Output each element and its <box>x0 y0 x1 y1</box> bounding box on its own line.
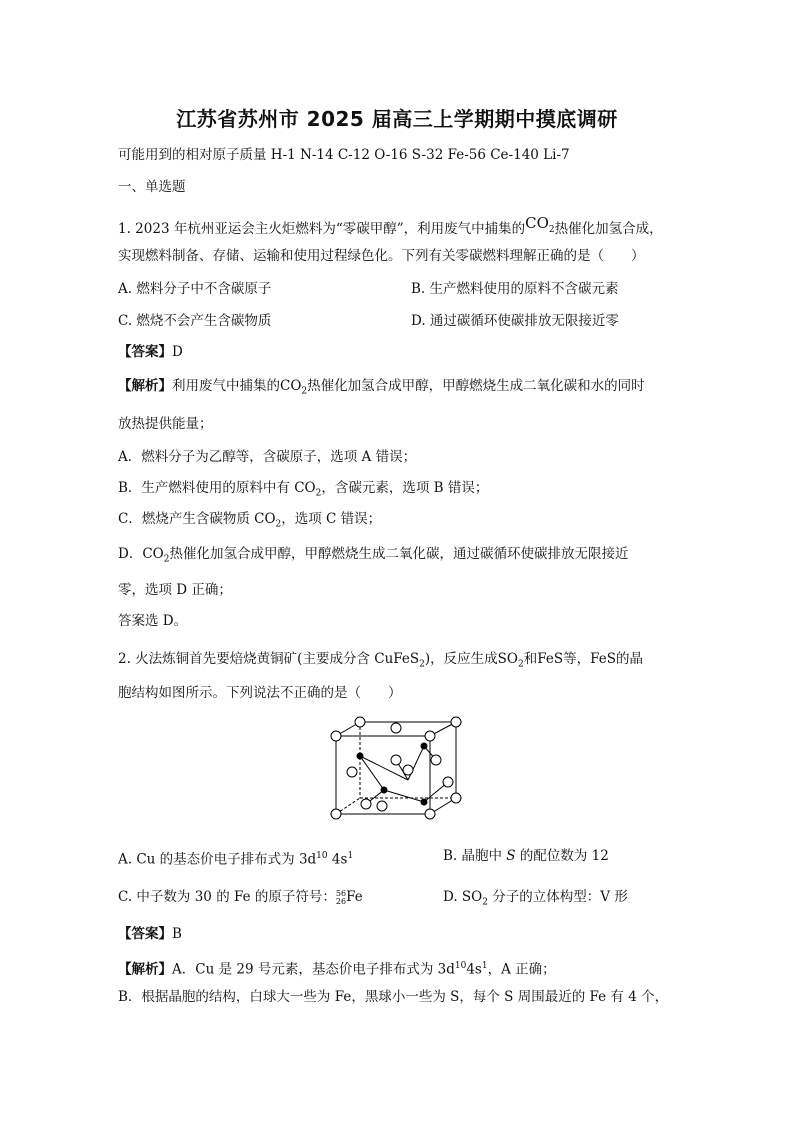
fe-atom <box>391 755 401 765</box>
q1-analysis-d-line2: 零，选项 D 正确； <box>118 582 232 598</box>
fe-atom <box>331 809 341 819</box>
q2-analysis-a-sup2: 1 <box>481 961 488 971</box>
q1-stem-line1 <box>118 214 663 244</box>
q2-stem-so2-sub: 2 <box>517 659 524 670</box>
q2-stem-text-c: 和 <box>523 651 538 667</box>
q2-option-d-text1: D. SO <box>443 889 483 905</box>
fe-atom <box>443 777 453 787</box>
q2-stem-text-d: 等， <box>563 651 591 667</box>
q1-analysis-text-a: 利用废气中捕集的 <box>172 378 280 394</box>
q1-analysis-text-b: 热催化加氢合成甲醇，甲醇燃烧生成二氧化碳和水的同时 <box>307 378 645 394</box>
q1-analysis-tag: 【解析】 <box>118 378 172 394</box>
q2-answer <box>118 925 182 943</box>
fe-atoms <box>331 717 461 819</box>
q1-analysis-c <box>118 510 381 534</box>
q1-answer-tag: 【答案】 <box>118 344 172 360</box>
q1-analysis-line1 <box>118 377 645 401</box>
q1-analysis-d-sub: 2 <box>163 554 170 565</box>
q1-analysis-c-text1: C．燃烧产生含碳物质 CO <box>118 511 276 527</box>
q2-option-c-element: Fe <box>346 889 363 905</box>
q1-option-d: D. 通过碳循环使碳排放无限接近零 <box>411 313 619 329</box>
q1-stem-co2-text: CO <box>525 214 549 232</box>
q2-option-b-s: S <box>506 848 516 864</box>
s-atom <box>421 799 428 806</box>
q1-analysis-c-sub: 2 <box>275 519 282 530</box>
q1-option-b: B. 生产燃料使用的原料不含碳元素 <box>411 281 619 297</box>
q2-option-c-nuclide <box>336 890 346 906</box>
fe-atom <box>425 809 435 819</box>
q2-option-a-sup2: 1 <box>347 851 354 861</box>
q2-analysis-a-text2: 4s <box>466 961 482 978</box>
q2-analysis-a-text3: ，A 正确； <box>487 961 556 978</box>
q2-stem-fes: FeS <box>537 651 564 667</box>
q2-option-a <box>118 847 353 869</box>
q1-analysis-d-co2: CO <box>142 546 164 562</box>
q2-analysis-b: B．根据晶胞的结构，白球大一些为 Fe，黑球小一些为 S，每个 S 周围最近的 Fe 有 4 个， <box>118 989 669 1005</box>
q2-option-a-sup1: 10 <box>316 851 328 861</box>
q1-conclusion: 答案选 D。 <box>118 613 188 629</box>
fe-atom <box>425 731 435 741</box>
q1-analysis-c-text2: ，选项 C 错误； <box>281 511 382 527</box>
q1-analysis-b-sub: 2 <box>315 488 322 499</box>
q2-option-c-mass: 56 <box>335 888 347 898</box>
q2-answer-value: B <box>172 926 182 942</box>
q2-stem-so2: SO <box>497 651 518 667</box>
q2-stem-line2: 胞结构如图所示。下列说法不正确的是（ ） <box>118 685 402 701</box>
fe-atom <box>377 801 387 811</box>
fe-atom <box>451 793 461 803</box>
fe-atom <box>331 731 341 741</box>
q2-answer-tag: 【答案】 <box>118 926 172 942</box>
q1-analysis-d-line1 <box>118 545 628 569</box>
fe-atom <box>347 767 357 777</box>
q2-option-b <box>443 847 609 865</box>
q2-option-c-text: C. 中子数为 30 的 Fe 的原子符号： <box>118 889 336 905</box>
q1-analysis-b-text1: B．生产燃料使用的原料中有 CO <box>118 480 316 496</box>
s-atom <box>421 743 428 750</box>
q1-analysis-b-text2: ，含碳元素，选项 B 错误； <box>321 480 489 496</box>
q2-option-d-sub: 2 <box>482 897 488 908</box>
q2-stem-cufes2-sub: 2 <box>419 659 425 670</box>
q1-stem-text-a: 1. 2023 年杭州亚运会主火炬燃料为“零碳甲醇”，利用废气中捕集的 <box>118 221 526 237</box>
q2-option-b-text1: B. 晶胞中 <box>443 848 507 864</box>
section-heading: 一、单选题 <box>118 179 186 195</box>
q1-analysis-line2: 放热提供能量； <box>118 416 213 432</box>
fe-atom <box>403 765 413 775</box>
q2-option-a-text1: A. Cu 的基态价电子排布式为 3d <box>118 851 317 868</box>
q1-stem-line2: 实现燃料制备、存储、运输和使用过程绿色化。下列有关零碳燃料理解正确的是（ ） <box>118 248 645 264</box>
q1-analysis-co2: CO <box>280 378 302 394</box>
q2-stem-fes-2: FeS <box>590 651 616 667</box>
q1-answer-value: D <box>172 344 183 360</box>
q1-analysis-d-text1: D． <box>118 546 143 562</box>
q2-option-a-text2: 4s <box>327 851 348 868</box>
q1-stem-co2 <box>525 214 555 235</box>
q2-analysis-a-sup1: 10 <box>454 961 467 971</box>
q2-option-b-text2: 的配位数为 12 <box>515 848 609 864</box>
q1-option-a: A. 燃料分子中不含碳原子 <box>118 281 272 297</box>
atomic-masses-line: 可能用到的相对原子质量 H-1 N-14 C-12 O-16 S-32 Fe-56 Ce-140 Li-7 <box>118 147 570 163</box>
q1-analysis-a: A．燃料分子为乙醇等，含碳原子，选项 A 错误； <box>118 449 417 465</box>
s-atom <box>357 753 364 760</box>
q2-analysis-a <box>118 957 556 979</box>
q2-analysis-tag: 【解析】 <box>118 961 172 978</box>
q2-option-d-text2: 分子的立体构型：V 形 <box>487 889 628 905</box>
q2-analysis-a-text1: A．Cu 是 29 号元素，基态价电子排布式为 3d <box>172 961 455 978</box>
q1-stem-text-b: 热催化加氢合成， <box>554 221 663 237</box>
fe-atom <box>431 755 441 765</box>
fes-unit-cell-figure <box>326 716 468 828</box>
fe-atom <box>355 717 365 727</box>
q2-stem-cufes2: CuFeS <box>374 651 420 667</box>
q1-answer <box>118 343 183 361</box>
q1-analysis-co2-sub: 2 <box>301 386 308 397</box>
q1-analysis-d-text2: 热催化加氢合成甲醇，甲醇燃烧生成二氧化碳，通过碳循环使碳排放无限接近 <box>169 546 629 562</box>
fe-atom <box>391 723 401 733</box>
q2-option-c-z: 26 <box>335 896 347 906</box>
q1-stem-co2-sub: 2 <box>548 225 555 235</box>
q2-stem-text-e: 的晶 <box>615 651 643 667</box>
q2-option-d <box>443 888 628 912</box>
q2-stem-text-b: )，反应生成 <box>424 651 498 667</box>
s-atoms <box>357 743 428 806</box>
q2-stem-text-a: 2. 火法炼铜首先要焙烧黄铜矿(主要成分含 <box>118 651 375 667</box>
q1-option-c: C. 燃烧不会产生含碳物质 <box>118 313 272 329</box>
q2-option-c <box>118 888 363 906</box>
fe-atom <box>451 717 461 727</box>
page-title: 江苏省苏州市 2025 届高三上学期期中摸底调研 <box>176 107 618 131</box>
fe-atom <box>361 799 371 809</box>
q1-analysis-b <box>118 479 488 503</box>
q2-stem-line1 <box>118 650 643 674</box>
s-atom <box>381 787 388 794</box>
